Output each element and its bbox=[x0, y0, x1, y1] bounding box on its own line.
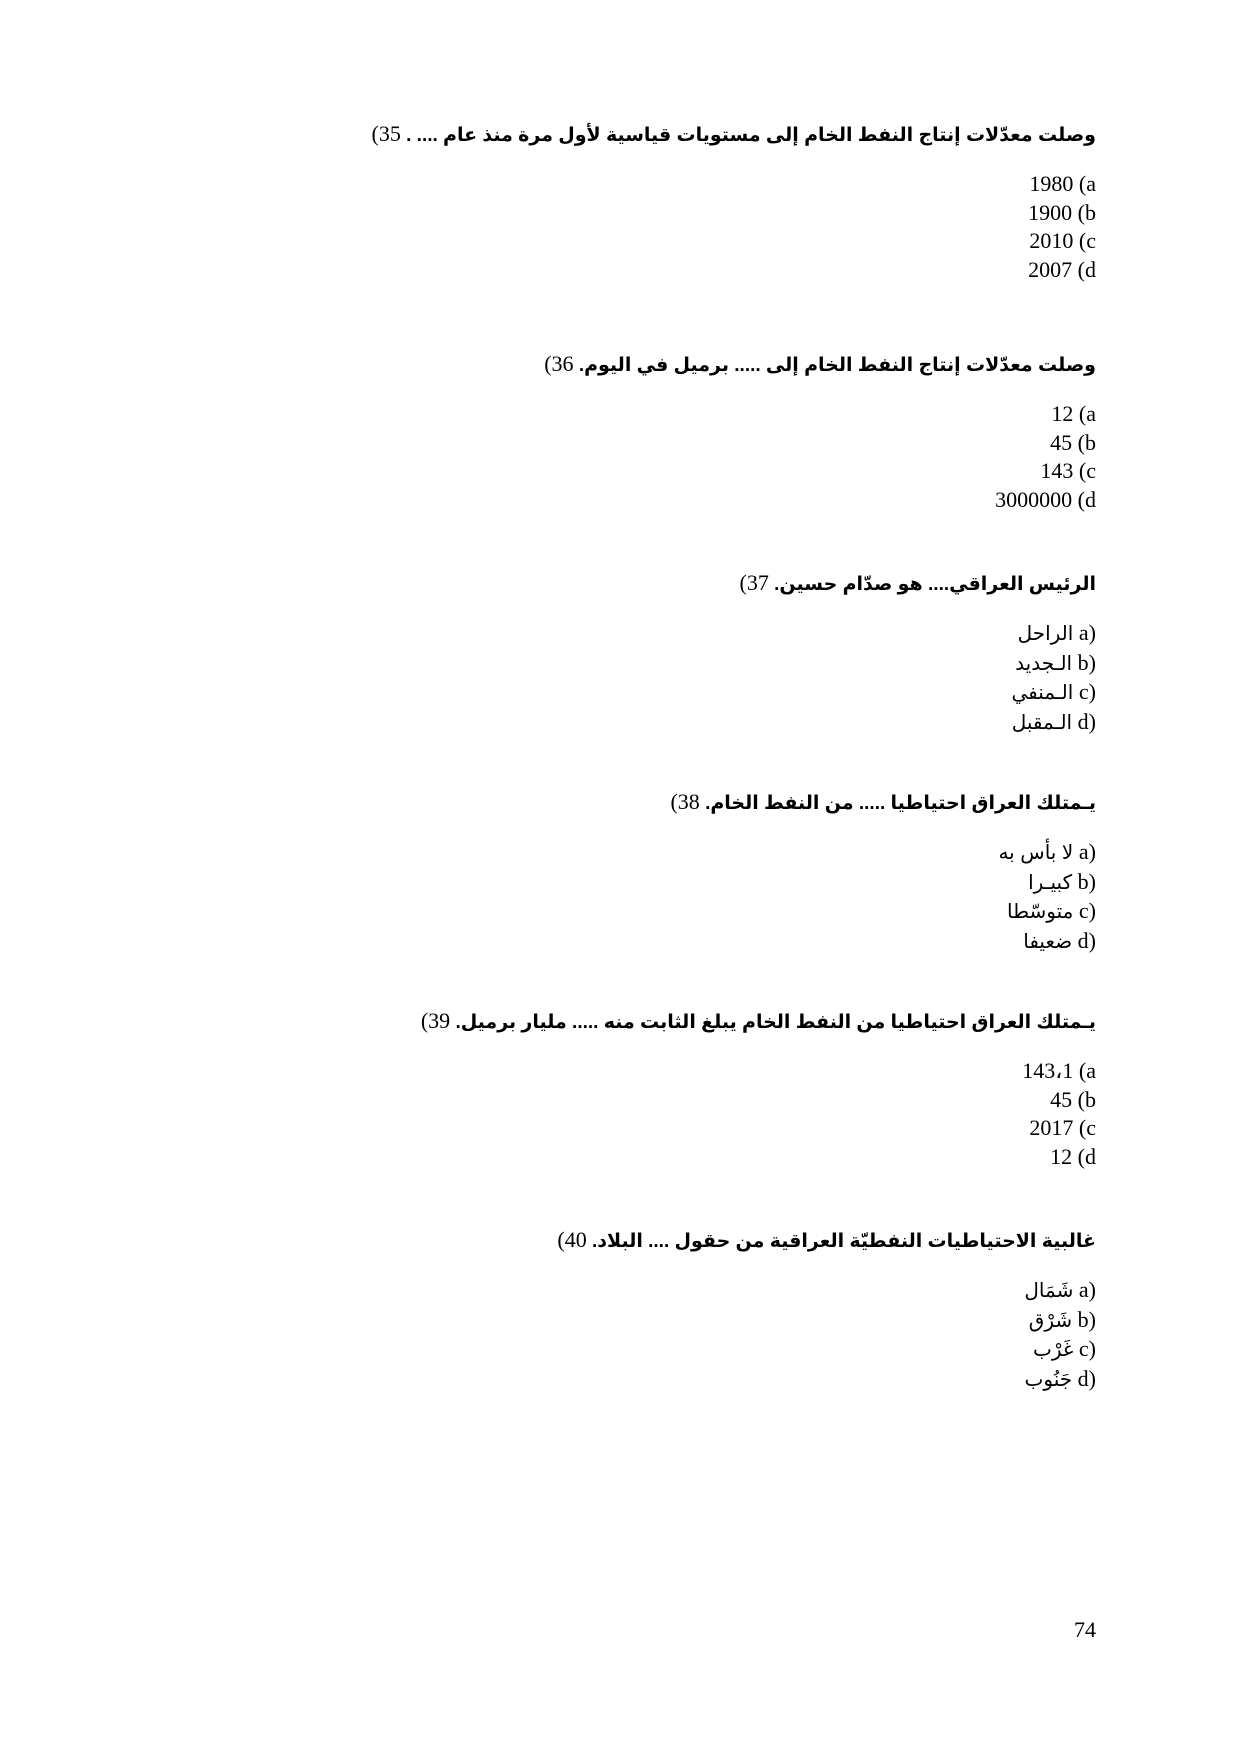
question-text-line bbox=[336, 120, 1096, 150]
option-d bbox=[336, 1365, 1096, 1395]
option-value: متوسّطا bbox=[1007, 901, 1074, 923]
option-value: الـمنفي bbox=[1011, 682, 1074, 704]
option-value: 12 bbox=[1051, 401, 1074, 426]
option-letter: (c bbox=[1078, 1115, 1096, 1140]
options-list bbox=[336, 838, 1096, 956]
option-letter: (b bbox=[1077, 429, 1096, 455]
option-value: جَنُوب bbox=[1024, 1368, 1073, 1391]
question-text: وصلت معدّلات إنتاج النفط الخام إلى ..... برميل في اليوم. bbox=[578, 355, 1096, 376]
option-b bbox=[336, 429, 1096, 458]
option-a bbox=[336, 838, 1096, 868]
question-text-line bbox=[336, 569, 1096, 599]
option-b bbox=[336, 199, 1096, 228]
option-value: 1900 bbox=[1028, 199, 1073, 225]
option-c bbox=[336, 1335, 1096, 1365]
page-number: 74 bbox=[1074, 1617, 1096, 1642]
option-letter: (a bbox=[1078, 171, 1096, 196]
option-letter: a) bbox=[1078, 620, 1096, 645]
option-letter: (d bbox=[1077, 486, 1096, 512]
option-value: لا بأس به bbox=[998, 842, 1074, 864]
option-value: كبيـرا bbox=[1028, 871, 1073, 894]
option-value: الـجديد bbox=[1015, 652, 1073, 675]
option-value: الـمقبل bbox=[1011, 711, 1073, 734]
option-value: 2017 bbox=[1029, 1115, 1074, 1140]
question-number: 36) bbox=[544, 351, 574, 376]
options-list bbox=[336, 619, 1096, 737]
option-c bbox=[336, 678, 1096, 708]
option-c bbox=[336, 227, 1096, 256]
option-value: شَمَال bbox=[1024, 1280, 1074, 1302]
option-letter: b) bbox=[1077, 649, 1096, 675]
option-a bbox=[336, 1276, 1096, 1306]
option-letter: a) bbox=[1078, 839, 1096, 864]
question-text: غالبية الاحتياطيات النفطيّة العراقية من حقول .... البلاد. bbox=[591, 1231, 1096, 1252]
option-letter: b) bbox=[1077, 1306, 1096, 1332]
option-value: شَرْق bbox=[1028, 1309, 1073, 1332]
option-a bbox=[336, 400, 1096, 429]
question-35 bbox=[336, 120, 1096, 284]
question-number: 37) bbox=[739, 570, 769, 595]
option-a bbox=[336, 619, 1096, 649]
option-value: 2010 bbox=[1029, 228, 1074, 253]
option-letter: d) bbox=[1077, 927, 1096, 953]
question-40 bbox=[336, 1226, 1096, 1394]
option-value: 3000000 bbox=[995, 486, 1073, 512]
option-letter: (a bbox=[1078, 1058, 1096, 1083]
option-d bbox=[336, 1143, 1096, 1172]
question-37 bbox=[336, 569, 1096, 737]
option-d bbox=[336, 256, 1096, 285]
option-value: غَرْب bbox=[1033, 1339, 1074, 1361]
question-text-line bbox=[336, 788, 1096, 818]
option-d bbox=[336, 486, 1096, 515]
option-c bbox=[336, 1114, 1096, 1143]
option-letter: (b bbox=[1077, 199, 1096, 225]
question-36 bbox=[336, 350, 1096, 514]
option-value: 143،1 bbox=[1022, 1058, 1074, 1083]
option-letter: c) bbox=[1078, 898, 1096, 923]
option-b bbox=[336, 1306, 1096, 1336]
option-d bbox=[336, 927, 1096, 957]
option-letter: (a bbox=[1078, 401, 1096, 426]
option-value: 45 bbox=[1050, 1086, 1073, 1112]
options-list bbox=[336, 400, 1096, 514]
option-c bbox=[336, 457, 1096, 486]
question-text: وصلت معدّلات إنتاج النفط الخام إلى مستويات قياسية لأول مرة منذ عام .... . bbox=[406, 125, 1096, 146]
question-text-line bbox=[336, 1226, 1096, 1256]
question-text: يـمتلك العراق احتياطيا ..... من النفط الخام. bbox=[705, 793, 1096, 814]
option-b bbox=[336, 1086, 1096, 1115]
option-letter: (b bbox=[1077, 1086, 1096, 1112]
option-letter: (c bbox=[1078, 228, 1096, 253]
question-number: 39) bbox=[420, 1008, 451, 1033]
option-letter: c) bbox=[1078, 679, 1096, 704]
option-letter: (d bbox=[1077, 256, 1096, 282]
question-number: 38) bbox=[670, 789, 700, 814]
option-letter: d) bbox=[1077, 708, 1096, 734]
option-value: الراحل bbox=[1017, 623, 1074, 645]
option-letter: (c bbox=[1078, 458, 1096, 483]
option-letter: c) bbox=[1078, 1336, 1096, 1361]
option-value: 1980 bbox=[1029, 171, 1074, 196]
options-list bbox=[336, 170, 1096, 284]
option-letter: a) bbox=[1078, 1277, 1096, 1302]
option-a bbox=[336, 1057, 1096, 1086]
option-value: 45 bbox=[1050, 429, 1073, 455]
question-38 bbox=[336, 788, 1096, 956]
question-number: 40) bbox=[557, 1227, 587, 1252]
option-value: 12 bbox=[1050, 1143, 1073, 1169]
option-letter: b) bbox=[1077, 868, 1096, 894]
option-value: 143 bbox=[1040, 458, 1074, 483]
option-d bbox=[336, 708, 1096, 738]
option-value: 2007 bbox=[1028, 256, 1073, 282]
options-list bbox=[336, 1057, 1096, 1171]
option-letter: d) bbox=[1077, 1365, 1096, 1391]
question-text: يـمتلك العراق احتياطيا من النفط الخام يبلغ الثابت منه ..... مليار برميل. bbox=[455, 1012, 1096, 1033]
option-b bbox=[336, 868, 1096, 898]
question-39 bbox=[336, 1007, 1096, 1171]
question-text: الرئيس العراقي.... هو صدّام حسين. bbox=[774, 574, 1096, 595]
option-b bbox=[336, 649, 1096, 679]
question-number: 35) bbox=[371, 121, 401, 146]
option-letter: (d bbox=[1077, 1143, 1096, 1169]
option-value: ضعيفا bbox=[1023, 930, 1073, 953]
option-a bbox=[336, 170, 1096, 199]
question-text-line bbox=[336, 350, 1096, 380]
options-list bbox=[336, 1276, 1096, 1394]
question-text-line bbox=[336, 1007, 1096, 1037]
option-c bbox=[336, 897, 1096, 927]
